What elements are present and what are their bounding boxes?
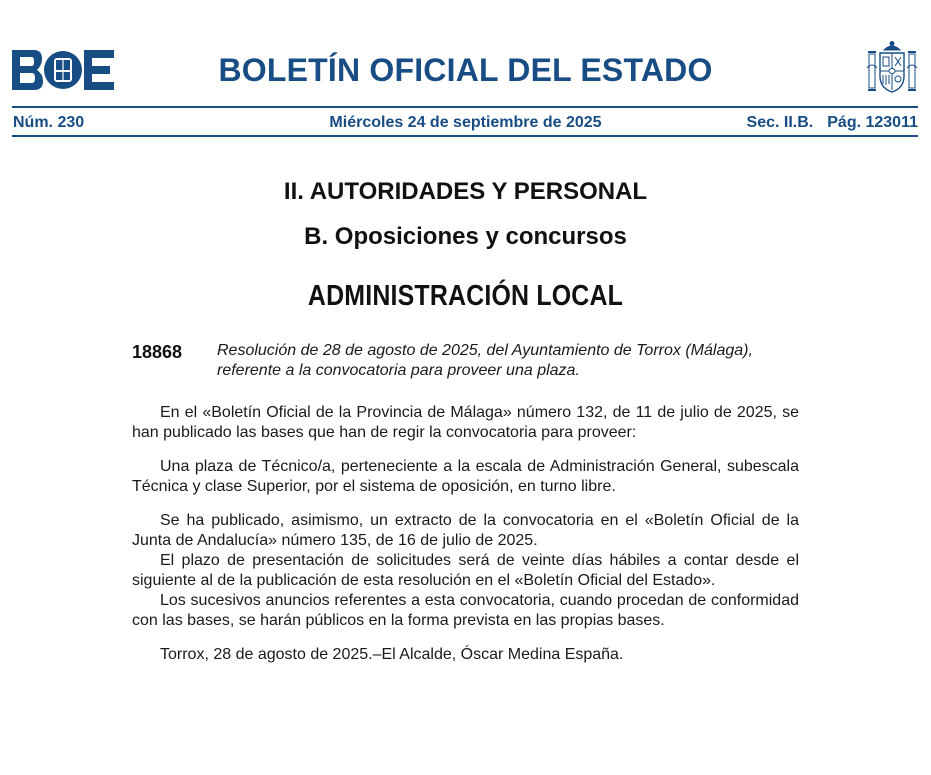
section-label: Sec. II.B. (746, 114, 814, 131)
page-label: Pág. 123011 (827, 114, 918, 131)
issue-date: Miércoles 24 de septiembre de 2025 (329, 114, 602, 131)
section-title: II. AUTORIDADES Y PERSONAL (283, 178, 648, 205)
entry-number: 18868 (132, 342, 183, 362)
paragraph: Una plaza de Técnico/a, perteneciente a la escala de Administración General, subescala Técnica y clase Superior, por el sistema de oposición, en turno libre. (132, 458, 799, 495)
document-body (132, 403, 799, 665)
issue-number: Núm. 230 (13, 114, 85, 131)
administration-title: ADMINISTRACIÓN LOCAL (307, 280, 624, 312)
header-rule-top (12, 106, 918, 108)
paragraph: El plazo de presentación de solicitudes será de veinte días hábiles a contar desde el siguiente al de la publicación de esta resolución en el «Boletín Oficial del Estado». (132, 552, 799, 589)
signature-line: Torrox, 28 de agosto de 2025.–El Alcalde, Óscar Medina España. (160, 646, 624, 663)
header-rule-bottom (12, 135, 918, 137)
paragraph: Los sucesivos anuncios referentes a esta convocatoria, cuando procedan de conformidad con las bases, se harán públicos en la forma prevista en las propias bases. (132, 592, 799, 629)
section-page-info (747, 113, 918, 133)
spain-coat-of-arms-icon (866, 40, 918, 96)
paragraph: En el «Boletín Oficial de la Provincia de Málaga» número 132, de 11 de julio de 2025, se han publicado las bases que han de regir la convocatoria para proveer: (132, 404, 799, 441)
masthead-title: BOLETÍN OFICIAL DEL ESTADO (218, 52, 713, 88)
subsection-title: B. Oposiciones y concursos (304, 223, 627, 250)
paragraph: Se ha publicado, asimismo, un extracto de la convocatoria en el «Boletín Oficial de la Junta de Andalucía» número 135, de 16 de julio de 2025. (132, 512, 799, 549)
entry-summary: Resolución de 28 de agosto de 2025, del Ayuntamiento de Torrox (Málaga), referente a la convocatoria para proveer una plaza. (217, 342, 753, 379)
